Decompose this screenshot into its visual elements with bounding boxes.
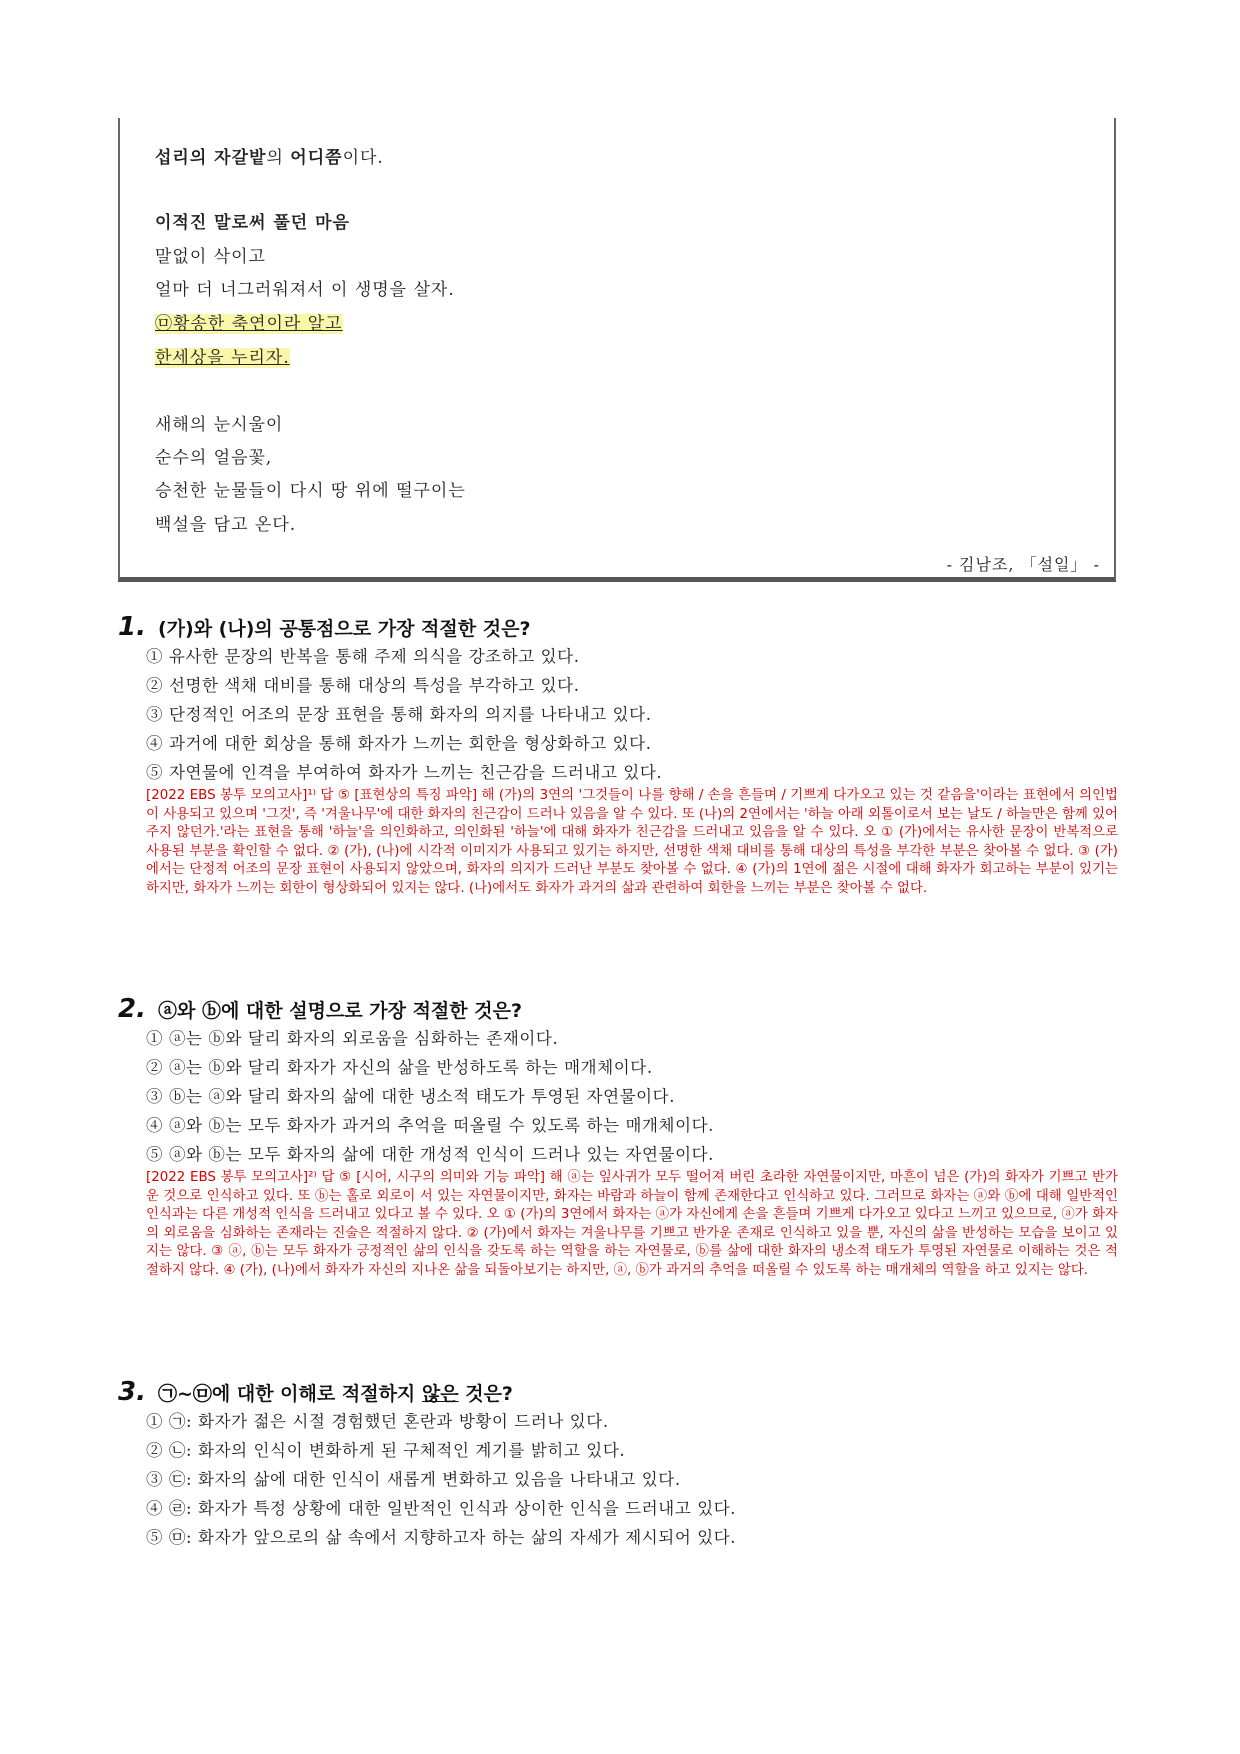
option-5[interactable]: ⑤ ⓐ와 ⓑ는 모두 화자의 삶에 대한 개성적 인식이 드러나 있는 자연물이다. xyxy=(146,1145,714,1164)
poem-text: 의 xyxy=(266,148,291,168)
question-title xyxy=(118,1377,1118,1407)
option-4[interactable]: ④ ⓐ와 ⓑ는 모두 화자가 과거의 추억을 떠올릴 수 있도록 하는 매개체이다. xyxy=(146,1116,714,1135)
answer-explanation: [2022 EBS 봉투 모의고사]²⁾ 답 ⑤ [시어, 시구의 의미와 기능 파악] 해 ⓐ는 잎사귀가 모두 떨어져 버린 초라한 자연물이지만, 마흔이 넘은 (가)의 화자가 기쁘고 반가운 것으로 인식하고 있다. 또 ⓑ는 홀로 외로이 서 있는 자연물이지만, 화자는 바람과 하늘이 함께 존재한다고 인식하고 있다. 그러므로 화자는 ⓐ와 ⓑ에 대해 일반적인 인식과는 다른 개성적 인식을 드러내고 있다고 볼 수 있다. 오 ① (가)의 3연에서 화자는 ⓐ가 자신에게 손을 흔들며 기쁘게 다가오고 있다고 느끼고 있으므로, ⓐ가 화자의 외로움을 심화하는 존재라는 진술은 적절하지 않다. ② (가)에서 화자는 겨울나무를 기쁘고 반가운 존재로 인식하고 있을 뿐, 자신의 삶을 반성하는 모습을 보이고 있지는 않다. ③ ⓐ, ⓑ는 모두 화자가 긍정적인 삶의 인식을 갖도록 하는 역할을 하는 자연물로, ⓑ를 삶에 대한 화자의 냉소적 태도가 투영된 자연물로 이해하는 것은 적절하지 않다. ④ (가), (나)에서 화자가 자신의 지나온 삶을 되돌아보기는 하지만, ⓐ, ⓑ가 과거의 추억을 떠올릴 수 있도록 하는 매개체의 역할을 하고 있지는 않다. xyxy=(146,1170,1118,1278)
highlighted-text: 한세상을 누리자. xyxy=(155,348,290,368)
poem-line: 백설을 담고 온다. xyxy=(155,515,297,535)
options-list xyxy=(146,1407,1118,1552)
option-1[interactable]: ① ㉠: 화자가 젊은 시절 경험했던 혼란과 방황이 드러나 있다. xyxy=(146,1412,609,1431)
poem-line: 새해의 눈시울이 xyxy=(155,415,284,435)
poem-line-highlight xyxy=(155,313,343,335)
poem-line-highlight xyxy=(155,347,290,369)
poem-bold-text: 어디쯤 xyxy=(290,148,343,168)
option-5[interactable]: ⑤ 자연물에 인격을 부여하여 화자가 느끼는 친근감을 드러내고 있다. xyxy=(146,763,663,782)
option-1[interactable]: ① 유사한 문장의 반복을 통해 주제 의식을 강조하고 있다. xyxy=(146,647,580,666)
option-3[interactable]: ③ ⓑ는 ⓐ와 달리 화자의 삶에 대한 냉소적 태도가 투영된 자연물이다. xyxy=(146,1087,676,1106)
highlighted-text: ㉤황송한 축연이라 알고 xyxy=(155,314,343,334)
poem-text: 이다. xyxy=(342,148,384,168)
options-list xyxy=(146,1024,1118,1169)
question-number: 1. xyxy=(118,612,146,642)
question-title xyxy=(118,994,1118,1024)
option-4[interactable]: ④ ㉣: 화자가 특정 상황에 대한 일반적인 인식과 상이한 인식을 드러내고 있다. xyxy=(146,1499,737,1518)
poem-box xyxy=(118,118,1116,582)
option-2[interactable]: ② ㉡: 화자의 인식이 변화하게 된 구체적인 계기를 밝히고 있다. xyxy=(146,1441,626,1460)
option-3[interactable]: ③ ㉢: 화자의 삶에 대한 인식이 새롭게 변화하고 있음을 나타내고 있다. xyxy=(146,1470,681,1489)
poem-line: 말없이 삭이고 xyxy=(155,247,266,267)
options-list xyxy=(146,642,1118,787)
option-1[interactable]: ① ⓐ는 ⓑ와 달리 화자의 외로움을 심화하는 존재이다. xyxy=(146,1029,559,1048)
question-text: ⓐ와 ⓑ에 대한 설명으로 가장 적절한 것은? xyxy=(157,1000,522,1022)
question-title xyxy=(118,612,1118,642)
answer-explanation: [2022 EBS 봉투 모의고사]¹⁾ 답 ⑤ [표현상의 특징 파악] 해 (가)의 3연의 '그것들이 나를 향해 / 손을 흔들며 / 기쁘게 다가오고 있는 것 같음을'이라는 표현에서 의인법이 사용되고 있으며 '그것', 즉 '겨울나무'에 대한 화자의 친근감이 드러나 있음을 알 수 있다. 또 (나)의 2연에서는 '하늘 아래 외톨이로서 보는 날도 / 하늘만은 함께 있어 주지 않던가.'라는 표현을 통해 '하늘'을 의인화하고, 의인화된 '하늘'에 대해 화자가 친근감을 드러내고 있음을 알 수 있다. 오 ① (가)에서는 유사한 문장이 반복적으로 사용된 부분을 확인할 수 없다. ② (가), (나)에 시각적 이미지가 사용되고 있기는 하지만, 선명한 색채 대비를 통해 대상의 특성을 부각한 부분은 찾아볼 수 없다. ③ (가)에서는 단정적 어조의 문장 표현이 사용되지 않았으며, 화자의 의지가 드러난 부분도 찾아볼 수 없다. ④ (가)의 1연에 젊은 시절에 대해 화자가 회고하는 부분이 있기는 하지만, 화자가 느끼는 회한이 형상화되어 있지는 않다. (나)에서도 화자가 과거의 삶과 관련하여 회한을 느끼는 부분은 찾아볼 수 없다. xyxy=(146,788,1118,896)
option-3[interactable]: ③ 단정적인 어조의 문장 표현을 통해 화자의 의지를 나타내고 있다. xyxy=(146,705,652,724)
question-text-underlined: 않은 xyxy=(421,1383,459,1405)
poem-line xyxy=(155,147,384,169)
poem-line: 승천한 눈물들이 다시 땅 위에 떨구이는 xyxy=(155,481,466,501)
poem-line: 얼마 더 너그러워져서 이 생명을 살자. xyxy=(155,280,455,300)
poem-bold-text: 섭리의 자갈밭 xyxy=(155,148,267,168)
option-2[interactable]: ② ⓐ는 ⓑ와 달리 화자가 자신의 삶을 반성하도록 하는 매개체이다. xyxy=(146,1058,653,1077)
question-3 xyxy=(118,1377,1118,1552)
option-4[interactable]: ④ 과거에 대한 회상을 통해 화자가 느끼는 회한을 형상화하고 있다. xyxy=(146,734,652,753)
question-text-part: 것은? xyxy=(458,1383,513,1405)
question-number: 3. xyxy=(118,1377,146,1407)
question-text xyxy=(158,1379,513,1406)
poem-author: - 김남조, 「설일」 - xyxy=(946,555,1100,574)
poem-line: 이적진 말로써 풀던 마음 xyxy=(155,213,350,233)
option-5[interactable]: ⑤ ㉤: 화자가 앞으로의 삶 속에서 지향하고자 하는 삶의 자세가 제시되어 있다. xyxy=(146,1528,737,1547)
option-2[interactable]: ② 선명한 색채 대비를 통해 대상의 특성을 부각하고 있다. xyxy=(146,676,580,695)
question-2 xyxy=(118,994,1118,1281)
question-text: (가)와 (나)의 공통점으로 가장 적절한 것은? xyxy=(157,618,531,640)
question-text-part: ㉠~㉤에 대한 이해로 적절하지 xyxy=(157,1383,422,1405)
poem-line: 순수의 얼음꽃, xyxy=(155,448,273,468)
question-number: 2. xyxy=(118,994,146,1024)
question-1 xyxy=(118,612,1118,899)
